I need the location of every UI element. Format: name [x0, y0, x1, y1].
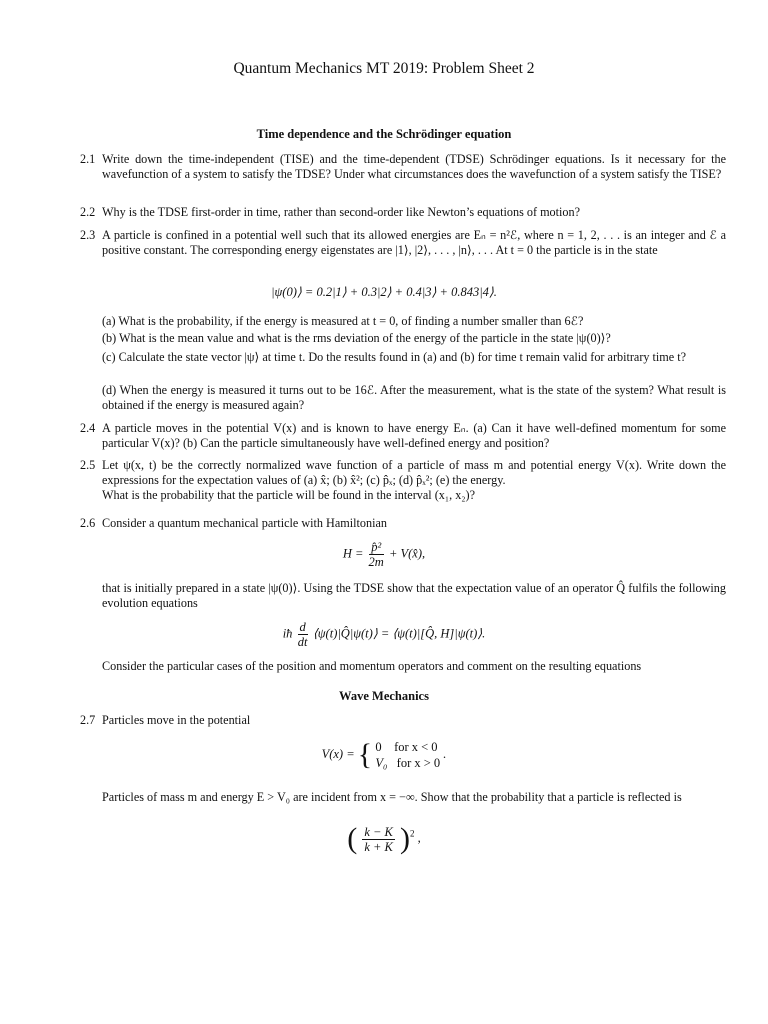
case-2: V₀ for x > 0: [375, 756, 441, 770]
problem-text: Let ψ(x, t) be the correctly normalized wave function of a particle of mass m and potential energy V(x). Write down the expressions for the expectation values of (a) x̂; (b) x̂²; (c) p̂ₓ; (d) p̂ₓ²; (e) the energy.: [102, 458, 726, 487]
problem-number: 2.5: [80, 458, 96, 472]
problem-2-6-text-continued: that is initially prepared in a state |ψ(0)⟩. Using the TDSE show that the expectation value of an operator Q̂ fulfils the following evolution equations: [102, 581, 726, 610]
fraction-numerator: d: [299, 620, 306, 634]
problem-number: 2.6: [80, 516, 96, 530]
reflection-probability-equation: [0, 822, 768, 856]
problem-number: 2.3: [80, 228, 96, 242]
problem-2-6: [80, 516, 726, 531]
problem-2-3-part-c: (c) Calculate the state vector |ψ⟩ at time t. Do the results found in (a) and (b) for time t remain valid for arbitrary time t?: [102, 350, 687, 364]
fraction-numerator: k − K: [364, 824, 393, 839]
problem-text-continued: What is the probability that the particle will be found in the interval (x₁, x₂)?: [102, 488, 475, 502]
exponent: 2: [410, 828, 415, 839]
case-1: 0 for x < 0: [375, 740, 438, 754]
problem-text: A particle moves in the potential V(x) and is known to have energy Eₙ. (a) Can it have well-defined momentum for some particular V(x)? (b) Can the particle simultaneously have well-defined energy and position?: [102, 421, 726, 450]
problem-text: Particles move in the potential: [102, 713, 251, 727]
left-paren: (: [347, 822, 358, 855]
problem-2-5: [80, 458, 726, 503]
eq-end: ,: [417, 830, 421, 845]
problem-number: 2.4: [80, 421, 96, 435]
fraction-denominator: 2m: [368, 555, 384, 569]
problem-number: 2.1: [80, 152, 96, 166]
fraction: [298, 620, 308, 649]
eq-prefix: iħ: [282, 626, 293, 641]
initial-state-equation: |ψ(0)⟩ = 0.2|1⟩ + 0.3|2⟩ + 0.4|3⟩ + 0.843|4⟩.: [271, 285, 497, 299]
problem-2-6-text-final: Consider the particular cases of the position and momentum operators and comment on the resulting equations: [102, 659, 642, 673]
eq-lhs: H =: [342, 546, 364, 561]
problem-2-1: [80, 152, 726, 182]
fraction-numerator: p̂²: [369, 540, 384, 555]
problem-number: 2.2: [80, 205, 96, 219]
hamiltonian-equation: [0, 540, 768, 569]
eq-end: .: [443, 746, 447, 761]
right-paren: ): [400, 822, 411, 855]
problem-text: Why is the TDSE first-order in time, rather than second-order like Newton’s equations of motion?: [102, 205, 581, 219]
problem-text: Write down the time-independent (TISE) and the time-dependent (TDSE) Schrödinger equations. Is it necessary for the wavefunction of a system to satisfy the TDSE? Under what circumstances does the wavefunction of a system satisfy the TISE?: [102, 152, 726, 181]
left-brace: {: [357, 738, 373, 771]
section-heading-time-dependence: Time dependence and the Schrödinger equation: [256, 127, 512, 141]
fraction-denominator: dt: [297, 635, 308, 649]
problem-number: 2.7: [80, 713, 96, 727]
piecewise-cases: [375, 739, 440, 771]
problem-2-7: [80, 713, 726, 728]
problem-2-4: [80, 421, 726, 451]
eq-rhs: ⟨ψ(t)|Q̂|ψ(t)⟩ = ⟨ψ(t)|[Q̂, H]|ψ(t)⟩.: [312, 626, 486, 641]
eq-lhs: V(x) =: [321, 746, 355, 761]
problem-text: A particle is confined in a potential well such that its allowed energies are Eₙ = n²ℰ, where n = 1, 2, . . . is an integer and ℰ a positive constant. The corresponding energy eigenstates are |1⟩, |2⟩, . . . , |n⟩, . . . At t = 0 the particle is in the state: [102, 228, 726, 257]
problem-2-2: [80, 205, 726, 220]
problem-2-3-part-d: (d) When the energy is measured it turns out to be 16ℰ. After the measurement, what is the state of the system? What result is obtained if the energy is measured again?: [102, 383, 726, 412]
problem-2-3: [80, 228, 726, 258]
problem-text: Consider a quantum mechanical particle with Hamiltonian: [102, 516, 387, 530]
problem-2-7-text-continued: Particles of mass m and energy E > V₀ are incident from x = −∞. Show that the probability that a particle is reflected is: [102, 790, 682, 804]
step-potential-equation: [0, 738, 768, 772]
problem-2-3-part-a: (a) What is the probability, if the energy is measured at t = 0, of finding a number smaller than 6ℰ?: [102, 314, 584, 328]
fraction-denominator: k + K: [364, 839, 393, 854]
fraction: [362, 825, 395, 854]
page-title: Quantum Mechanics MT 2019: Problem Sheet 2: [233, 60, 535, 77]
problem-2-3-part-b: (b) What is the mean value and what is the rms deviation of the energy of the particle in the state |ψ(0)⟩?: [102, 331, 611, 345]
eq-rhs: + V(x̂),: [388, 546, 426, 561]
fraction: [369, 540, 384, 569]
section-heading-wave-mechanics: Wave Mechanics: [339, 689, 429, 703]
evolution-equation: [0, 620, 768, 649]
